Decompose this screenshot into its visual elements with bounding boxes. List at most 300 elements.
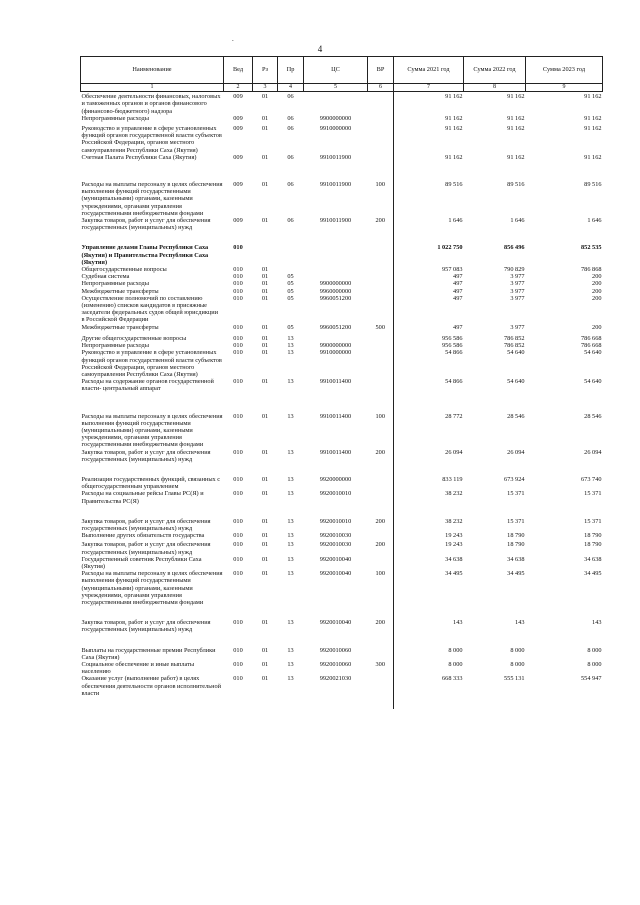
row-pr: 06 xyxy=(278,92,304,115)
row-ved: 010 xyxy=(233,541,243,549)
table-row xyxy=(81,647,603,661)
row-vr: 300 xyxy=(375,661,385,668)
row-name: Оказание услуг (выполнение работ) в целях обеспечения деятельности органов исполнительной власти xyxy=(81,675,221,697)
row-sum-2021: 956 586 xyxy=(394,342,464,349)
row-sum-2023: 54 640 xyxy=(584,349,602,357)
colnum-4: 4 xyxy=(278,84,304,92)
row-vr xyxy=(368,378,394,412)
table-row xyxy=(81,92,603,115)
row-vr xyxy=(368,266,394,273)
row-vr: 200 xyxy=(375,517,385,525)
row-cs xyxy=(304,92,368,115)
row-cs: 9920010010 xyxy=(319,490,352,498)
row-pr: 13 xyxy=(287,334,294,342)
colnum-7: 7 xyxy=(394,84,464,92)
table-row xyxy=(81,518,603,532)
table-row xyxy=(81,619,603,646)
row-sum-2023: 91 162 xyxy=(584,153,602,161)
row-sum-2023: 18 790 xyxy=(584,541,602,549)
row-sum-2021: 54 866 xyxy=(394,378,464,412)
row-cs: 9910000000 xyxy=(319,349,352,357)
table-body xyxy=(81,92,603,709)
row-vr xyxy=(368,125,394,154)
row-ved: 010 xyxy=(233,646,243,654)
table-row xyxy=(81,115,603,125)
row-vr xyxy=(368,295,394,324)
column-number-row xyxy=(81,84,603,92)
row-sum-2022: 34 638 xyxy=(507,555,525,563)
row-sum-2022: 18 790 xyxy=(507,532,525,540)
row-sum-2021: 668 333 xyxy=(394,675,464,709)
row-sum-2021: 38 232 xyxy=(394,490,464,517)
row-vr: 500 xyxy=(375,323,385,331)
row-cs: 9900000000 xyxy=(319,280,352,288)
row-rz: 01 xyxy=(261,646,269,654)
row-sum-2023: 8 000 xyxy=(587,661,602,668)
row-sum-2021: 38 232 xyxy=(394,518,464,532)
row-pr: 13 xyxy=(287,517,294,525)
row-sum-2021: 19 243 xyxy=(394,532,464,541)
row-sum-2022: 790 829 xyxy=(504,266,525,274)
row-sum-2022: 786 852 xyxy=(504,334,525,342)
table-row xyxy=(81,661,603,675)
row-name: Расходы на выплаты персоналу в целях обеспечения выполнения функций государственными (муниципальными) органами, казенными учреждениями, органами управления государственными внебюджетными фондами xyxy=(81,412,223,449)
colnum-2: 2 xyxy=(224,84,253,92)
header-rz: Рз xyxy=(253,57,278,84)
row-sum-2023: 91 162 xyxy=(584,114,602,122)
row-name: Межбюджетные трансферты xyxy=(81,323,159,331)
row-cs: 9920010030 xyxy=(319,532,352,540)
row-sum-2023: 18 790 xyxy=(584,532,602,540)
row-sum-2023: 200 xyxy=(592,294,602,302)
budget-table xyxy=(80,56,603,709)
row-sum-2022: 673 924 xyxy=(504,475,525,483)
row-rz: 01 xyxy=(261,570,269,578)
colnum-9: 9 xyxy=(526,84,603,92)
row-sum-2023: 8 000 xyxy=(587,646,602,654)
colnum-5: 5 xyxy=(304,84,368,92)
row-cs: 9910011900 xyxy=(319,217,352,225)
row-cs: 9900000000 xyxy=(319,114,352,122)
row-sum-2021: 957 083 xyxy=(394,266,464,273)
row-sum-2023: 91 162 xyxy=(584,125,602,133)
row-sum-2021: 1 646 xyxy=(394,217,464,244)
row-pr: 06 xyxy=(287,153,294,161)
row-rz: 01 xyxy=(261,125,269,133)
table-row xyxy=(81,490,603,517)
row-sum-2021: 497 xyxy=(394,295,464,324)
row-ved: 009 xyxy=(233,181,243,189)
row-rz: 01 xyxy=(261,378,269,386)
row-sum-2023: 28 546 xyxy=(584,412,602,420)
row-cs: 9910011400 xyxy=(319,412,352,420)
row-rz: 01 xyxy=(261,273,269,281)
row-sum-2023: 1 646 xyxy=(587,217,602,225)
row-rz: 01 xyxy=(261,342,269,350)
row-ved: 009 xyxy=(224,92,253,115)
row-ved: 010 xyxy=(233,517,243,525)
row-cs: 9920021030 xyxy=(319,675,352,683)
header-ved: Вед xyxy=(224,57,253,84)
row-rz: 01 xyxy=(261,475,269,483)
row-rz xyxy=(253,244,278,266)
row-ved: 009 xyxy=(233,114,243,122)
row-rz: 01 xyxy=(261,294,269,302)
row-rz: 01 xyxy=(261,334,269,342)
row-cs xyxy=(304,273,368,280)
row-sum-2022: 34 495 xyxy=(507,570,525,578)
row-rz: 01 xyxy=(261,675,269,683)
row-ved: 009 xyxy=(233,153,243,161)
row-ved: 010 xyxy=(233,570,243,578)
row-pr: 06 xyxy=(287,181,294,189)
row-sum-2022: 786 852 xyxy=(504,342,525,350)
row-pr: 13 xyxy=(287,619,294,627)
row-sum-2023: 15 371 xyxy=(584,517,602,525)
table-row xyxy=(81,335,603,342)
row-vr xyxy=(368,92,394,115)
row-ved: 010 xyxy=(233,334,243,342)
row-name: Осуществление полномочий по составлению (изменению) списков кандидатов в присяжные заседатели федеральных судов общей юрисдикции в Российской Федерации xyxy=(81,294,219,324)
header-sum-2023: Сумма 2023 год xyxy=(526,57,603,84)
row-sum-2021: 28 772 xyxy=(394,413,464,449)
row-sum-2021: 91 162 xyxy=(394,125,464,154)
row-name: Руководство и управление в сфере установленных функций органов государственной власти субъектов Российской Федерации, органов местного самоуправления Республики Саха (Якутия) xyxy=(81,349,222,378)
header-vr: ВР xyxy=(368,57,394,84)
row-name: Расходы на социальные рейсы Главы РС(Я) и Правительства РС(Я) xyxy=(81,490,204,505)
row-sum-2023: 15 371 xyxy=(584,490,602,498)
table-row xyxy=(81,556,603,570)
row-cs: 9920010040 xyxy=(319,619,352,627)
row-sum-2022: 8 000 xyxy=(510,661,525,668)
page-mark: . xyxy=(232,35,234,43)
row-pr: 13 xyxy=(287,342,294,350)
row-pr: 05 xyxy=(287,287,294,295)
row-sum-2022: 555 131 xyxy=(504,675,525,683)
row-name: Расходы на содержание органов государственной власти- центральный аппарат xyxy=(81,378,214,393)
row-vr xyxy=(368,288,394,295)
row-ved: 010 xyxy=(233,555,243,563)
row-pr: 05 xyxy=(287,280,294,288)
row-sum-2022: 91 162 xyxy=(507,114,525,122)
table-row xyxy=(81,476,603,490)
row-sum-2023: 34 638 xyxy=(584,555,602,563)
table-row xyxy=(81,449,603,476)
row-sum-2021: 34 495 xyxy=(394,570,464,619)
row-vr xyxy=(368,273,394,280)
row-sum-2021: 497 xyxy=(394,288,464,295)
row-ved: 010 xyxy=(233,661,243,668)
table-row xyxy=(81,280,603,287)
row-sum-2022: 18 790 xyxy=(507,541,525,549)
row-name: Судебная система xyxy=(81,273,130,281)
row-sum-2023: 786 668 xyxy=(581,342,602,350)
row-name: Выполнение других обязательств государства xyxy=(81,532,205,540)
row-sum-2023: 200 xyxy=(592,280,602,288)
row-vr: 200 xyxy=(375,448,385,456)
row-rz: 01 xyxy=(261,323,269,331)
row-name: Социальное обеспечение и иные выплаты населению xyxy=(81,661,195,676)
colnum-8: 8 xyxy=(464,84,526,92)
row-sum-2022: 3 977 xyxy=(510,294,525,302)
table-row xyxy=(81,349,603,378)
row-pr: 13 xyxy=(287,646,294,654)
row-pr: 13 xyxy=(287,675,294,683)
row-sum-2022: 15 371 xyxy=(507,490,525,498)
row-sum-2021: 8 000 xyxy=(394,661,464,675)
row-sum-2022: 15 371 xyxy=(507,517,525,525)
row-name: Реализация государственных функций, связанных с общегосударственным управлением xyxy=(81,475,221,491)
row-ved: 010 xyxy=(233,675,243,683)
row-name: Расходы на выплаты персоналу в целях обеспечения выполнения функций государственными (муниципальными) органами, казенными учреждениями, органами управления государственными внебюджетными фондами xyxy=(81,570,223,606)
table-row xyxy=(81,125,603,154)
row-sum-2022: 856 496 xyxy=(504,244,525,252)
page-number: 4 xyxy=(317,44,323,54)
row-rz: 01 xyxy=(261,280,269,288)
row-ved: 010 xyxy=(233,323,243,331)
row-ved: 010 xyxy=(233,412,243,420)
header-name: Наименование xyxy=(81,57,224,84)
row-pr: 05 xyxy=(287,294,294,302)
table-row xyxy=(81,324,603,335)
row-sum-2021: 91 162 xyxy=(394,154,464,181)
row-name: Государственный советник Республики Саха (Якутия) xyxy=(81,555,202,570)
row-sum-2023: 852 535 xyxy=(581,244,602,252)
table-row xyxy=(81,266,603,273)
row-name: Счетная Палата Республики Саха (Якутия) xyxy=(81,153,197,161)
row-pr: 13 xyxy=(287,448,294,456)
row-rz: 01 xyxy=(261,541,269,549)
row-name: Расходы на выплаты персоналу в целях обеспечения выполнения функций государственными (муниципальными) органами, казенными учреждениями, органами управления государственными внебюджетными фондами xyxy=(81,181,223,217)
row-name: Межбюджетные трансферты xyxy=(81,287,159,295)
row-ved: 010 xyxy=(233,378,243,386)
row-pr xyxy=(278,244,304,266)
row-vr xyxy=(368,244,394,266)
row-sum-2021: 1 022 750 xyxy=(394,244,464,266)
row-name: Управление делами Главы Республики Саха (Якутия) и Правительства Республики Саха (Якутия) xyxy=(81,244,209,266)
row-rz: 01 xyxy=(261,490,269,498)
table-row xyxy=(81,288,603,295)
row-name: Закупка товаров, работ и услуг для обеспечения государственных (муниципальных) нужд xyxy=(81,217,211,232)
row-ved: 010 xyxy=(233,619,243,627)
row-sum-2021: 91 162 xyxy=(394,115,464,125)
row-pr xyxy=(278,266,304,273)
row-cs: 9920000000 xyxy=(319,475,352,483)
row-vr xyxy=(368,154,394,181)
row-sum-2022: 54 640 xyxy=(507,378,525,386)
table-row xyxy=(81,532,603,541)
row-rz: 01 xyxy=(261,349,269,357)
row-pr: 13 xyxy=(287,661,294,668)
row-sum-2021: 19 243 xyxy=(394,541,464,555)
table-row xyxy=(81,244,603,266)
row-cs: 9920010030 xyxy=(319,541,352,549)
row-vr xyxy=(368,342,394,349)
row-rz: 01 xyxy=(261,517,269,525)
row-sum-2023: 786 668 xyxy=(581,334,602,342)
row-name: Непрограммные расходы xyxy=(81,280,149,288)
row-rz: 01 xyxy=(261,287,269,295)
row-name: Выплаты на государственные премии Республики Саха (Якутия) xyxy=(81,646,216,661)
row-vr xyxy=(368,335,394,342)
row-pr: 13 xyxy=(287,532,294,540)
row-rz: 01 xyxy=(261,114,269,122)
row-pr: 13 xyxy=(287,378,294,386)
row-cs: 9910011400 xyxy=(319,378,352,386)
row-pr: 13 xyxy=(287,349,294,357)
row-cs xyxy=(304,244,368,266)
row-sum-2022: 26 094 xyxy=(507,448,525,456)
row-cs: 9960051200 xyxy=(319,323,352,331)
row-cs: 9960000000 xyxy=(319,287,352,295)
row-vr xyxy=(368,532,394,541)
row-rz: 01 xyxy=(261,661,269,668)
row-ved: 010 xyxy=(233,342,243,350)
row-name: Обеспечение деятельности финансовых, налоговых и таможенных органов и органов финансового (финансово-бюджетного) надзора xyxy=(81,92,224,115)
row-ved: 010 xyxy=(233,532,243,540)
row-cs: 9910011900 xyxy=(319,181,352,189)
row-sum-2023: 200 xyxy=(592,287,602,295)
row-vr xyxy=(368,675,394,709)
row-ved: 009 xyxy=(233,217,243,225)
header-pr: Пр xyxy=(278,57,304,84)
row-sum-2021: 497 xyxy=(394,280,464,287)
row-ved: 010 xyxy=(233,349,243,357)
row-sum-2022: 1 646 xyxy=(510,217,525,225)
row-name: Закупка товаров, работ и услуг для обеспечения государственных (муниципальных) нужд xyxy=(81,619,211,634)
row-sum-2022: 3 977 xyxy=(510,287,525,295)
row-sum-2021: 497 xyxy=(394,273,464,280)
row-vr: 100 xyxy=(375,412,385,420)
colnum-6: 6 xyxy=(368,84,394,92)
row-vr: 200 xyxy=(375,619,385,627)
row-sum-2022: 3 977 xyxy=(510,273,525,281)
table-row xyxy=(81,570,603,619)
row-sum-2023: 673 740 xyxy=(581,475,602,483)
row-sum-2022: 28 546 xyxy=(507,412,525,420)
row-rz: 01 xyxy=(261,619,269,627)
row-sum-2021: 8 000 xyxy=(394,647,464,661)
row-name: Закупка товаров, работ и услуг для обеспечения государственных (муниципальных) нужд xyxy=(81,517,211,532)
row-cs: 9960051200 xyxy=(319,294,352,302)
row-vr xyxy=(368,490,394,517)
row-name: Другие общегосударственные вопросы xyxy=(81,334,187,342)
row-name: Непрограммные расходы xyxy=(81,342,149,350)
row-ved: 009 xyxy=(233,125,243,133)
row-vr xyxy=(368,115,394,125)
row-ved: 010 xyxy=(233,280,243,288)
row-pr: 06 xyxy=(287,217,294,225)
table-row xyxy=(81,413,603,449)
row-pr: 05 xyxy=(287,323,294,331)
row-sum-2021: 91 162 xyxy=(394,92,464,115)
row-sum-2021: 34 638 xyxy=(394,556,464,570)
row-sum-2023: 34 495 xyxy=(584,570,602,578)
row-sum-2023: 554 947 xyxy=(581,675,602,683)
row-vr xyxy=(368,280,394,287)
table-row xyxy=(81,675,603,709)
row-vr xyxy=(368,647,394,661)
row-sum-2022: 91 162 xyxy=(507,153,525,161)
row-ved: 010 xyxy=(233,244,243,252)
row-sum-2023: 200 xyxy=(592,273,602,281)
row-cs xyxy=(304,266,368,273)
row-cs: 9920010040 xyxy=(319,555,352,563)
row-sum-2021: 833 119 xyxy=(394,476,464,490)
row-name: Руководство и управление в сфере установленных функций органов государственной власти субъектов Российской Федерации, органов местного самоуправления Республики Саха (Якутия) xyxy=(81,125,222,154)
row-sum-2021: 956 586 xyxy=(394,335,464,342)
row-cs: 9910011900 xyxy=(319,153,352,161)
row-ved: 010 xyxy=(233,475,243,483)
row-vr xyxy=(368,476,394,490)
row-ved: 010 xyxy=(233,294,243,302)
row-rz: 01 xyxy=(261,448,269,456)
row-vr xyxy=(368,556,394,570)
table-row xyxy=(81,217,603,244)
header-sum-2022: Сумма 2022 год xyxy=(464,57,526,84)
row-rz: 01 xyxy=(261,555,269,563)
row-pr: 13 xyxy=(287,541,294,549)
row-vr: 100 xyxy=(375,570,385,578)
row-pr: 13 xyxy=(287,490,294,498)
row-cs: 9920010040 xyxy=(319,570,352,578)
row-cs: 9920010010 xyxy=(319,517,352,525)
table-row xyxy=(81,154,603,181)
header-cs: ЦС xyxy=(304,57,368,84)
row-name: Закупка товаров, работ и услуг для обеспечения государственных (муниципальных) нужд xyxy=(81,541,211,556)
row-name: Закупка товаров, работ и услуг для обеспечения государственных (муниципальных) нужд xyxy=(81,448,211,463)
row-vr: 100 xyxy=(375,181,385,189)
row-sum-2023: 54 640 xyxy=(584,378,602,386)
row-name: Непрограммные расходы xyxy=(81,114,149,122)
table-row xyxy=(81,541,603,555)
row-vr: 200 xyxy=(375,541,385,549)
row-sum-2022: 91 162 xyxy=(507,125,525,133)
row-pr: 13 xyxy=(287,555,294,563)
row-pr: 05 xyxy=(287,273,294,281)
row-pr: 06 xyxy=(287,114,294,122)
row-pr: 13 xyxy=(287,570,294,578)
header-row xyxy=(81,57,603,84)
row-pr: 13 xyxy=(287,412,294,420)
table-row xyxy=(81,273,603,280)
colnum-3: 3 xyxy=(253,84,278,92)
row-ved: 010 xyxy=(233,266,243,274)
row-rz: 01 xyxy=(261,532,269,540)
row-rz: 01 xyxy=(261,181,269,189)
row-cs: 9910011400 xyxy=(319,448,352,456)
row-rz: 01 xyxy=(253,92,278,115)
row-name: Общегосударственные вопросы xyxy=(81,266,167,274)
row-sum-2023: 26 094 xyxy=(584,448,602,456)
row-vr xyxy=(368,349,394,378)
table-row xyxy=(81,295,603,324)
row-ved: 010 xyxy=(233,287,243,295)
row-sum-2023: 786 868 xyxy=(581,266,602,274)
row-cs: 9920010060 xyxy=(319,661,352,668)
row-cs xyxy=(304,335,368,342)
row-pr: 13 xyxy=(287,475,294,483)
table-row xyxy=(81,181,603,217)
row-sum-2022: 8 000 xyxy=(510,646,525,654)
row-ved: 010 xyxy=(233,490,243,498)
row-rz: 01 xyxy=(261,412,269,420)
row-sum-2022: 3 977 xyxy=(510,280,525,288)
row-rz: 01 xyxy=(261,153,269,161)
row-cs: 9910000000 xyxy=(319,125,352,133)
row-sum-2022: 3 977 xyxy=(510,323,525,331)
row-rz: 01 xyxy=(261,266,269,274)
